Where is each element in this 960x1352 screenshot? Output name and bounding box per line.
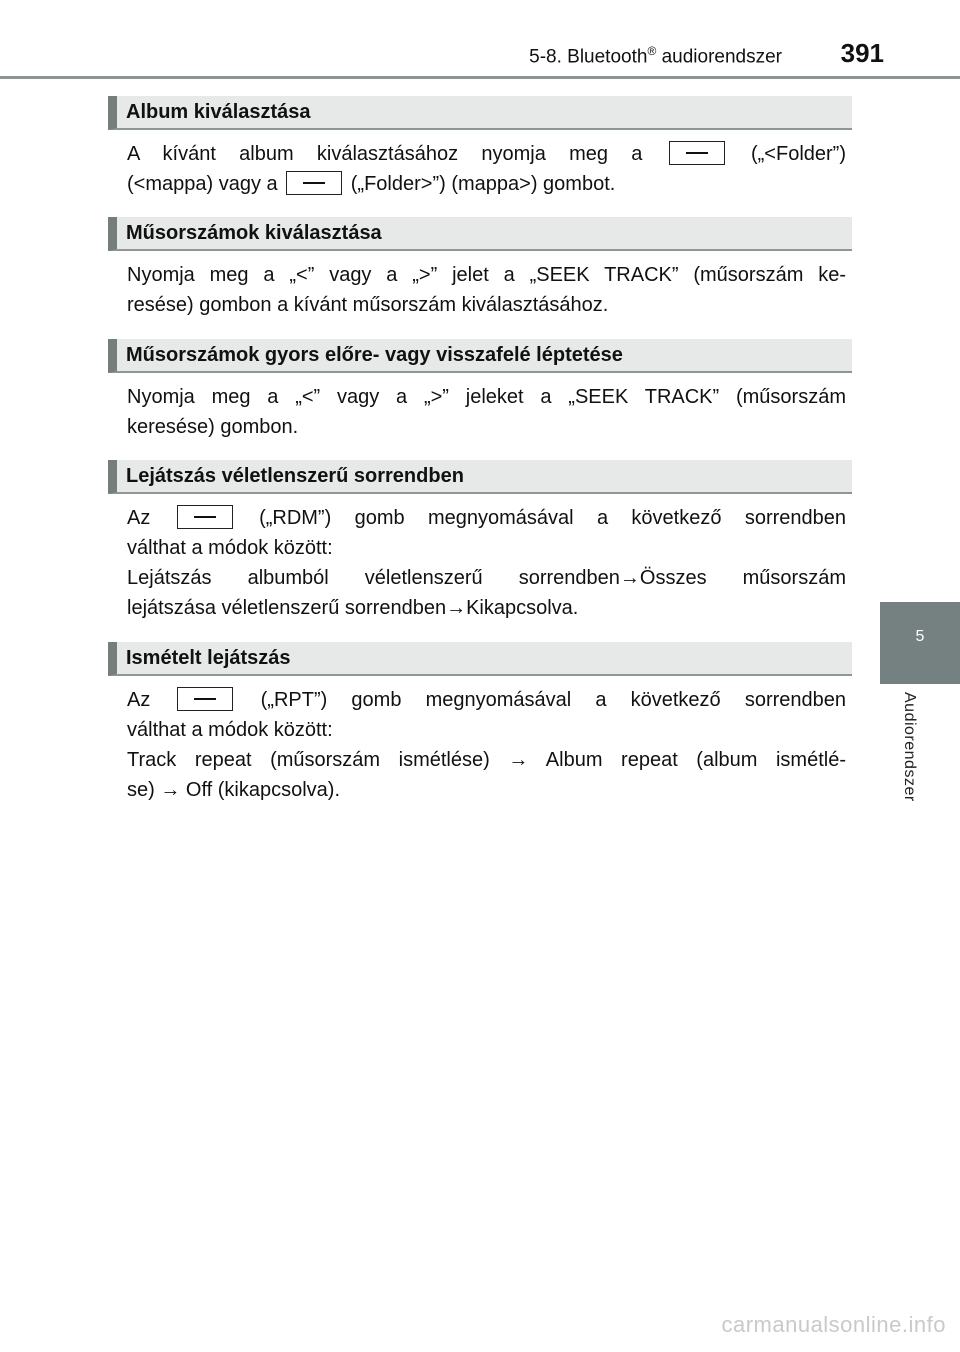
- page-number: 391: [840, 38, 884, 68]
- body-line: Nyomja meg a „<” vagy a „>” jelet a „SEEK TRACK” (műsorszám ke-: [127, 264, 846, 286]
- section-heading-repeat: Ismételt lejátszás: [108, 642, 852, 676]
- rpt-button-icon: [177, 687, 233, 711]
- body-line: lejátszása véletlenszerű sorrendben→Kikapcsolva.: [127, 597, 579, 619]
- header-divider: [0, 76, 960, 79]
- body-line: válthat a módok között:: [127, 719, 333, 741]
- folder-forward-button-icon: [286, 171, 342, 195]
- body-line: A kívánt album kiválasztásához nyomja meg a („<Folder”): [127, 139, 846, 169]
- chapter-tab: [880, 602, 960, 684]
- section-body-repeat: [127, 685, 846, 805]
- section-body-random: [127, 503, 846, 623]
- body-line: resése) gombon a kívánt műsorszám kiválasztásához.: [127, 294, 609, 316]
- section-body-fast-seek: [127, 382, 846, 442]
- chapter-label: Audiorendszer: [901, 692, 918, 802]
- folder-back-button-icon: [669, 141, 725, 165]
- body-line: Az („RDM”) gomb megnyomásával a következő sorrendben: [127, 503, 846, 533]
- section-heading-album: Album kiválasztása: [108, 96, 852, 130]
- body-line: Lejátszás albumból véletlenszerű sorrendben→Összes műsorszám: [127, 567, 846, 589]
- watermark: carmanualsonline.info: [721, 1312, 946, 1337]
- body-line: (<mappa) vagy a („Folder>”) (mappa>) gombot.: [127, 169, 846, 199]
- section-body-album: [127, 139, 846, 199]
- section-heading-track-select: Műsorszámok kiválasztása: [108, 217, 852, 251]
- rdm-button-icon: [177, 505, 233, 529]
- body-line: Nyomja meg a „<” vagy a „>” jeleket a „SEEK TRACK” (műsorszám: [127, 386, 846, 408]
- section-heading-fast-seek: Műsorszámok gyors előre- vagy visszafelé léptetése: [108, 339, 852, 373]
- body-line: Az („RPT”) gomb megnyomásával a következő sorrendben: [127, 685, 846, 715]
- section-title: 5-8. Bluetooth® audiorendszer: [529, 44, 782, 68]
- body-line: keresése) gombon.: [127, 416, 299, 438]
- body-line: Track repeat (műsorszám ismétlése) → Album repeat (album ismétlé-: [127, 749, 846, 771]
- section-heading-random: Lejátszás véletlenszerű sorrendben: [108, 460, 852, 494]
- body-line: se) → Off (kikapcsolva).: [127, 779, 341, 801]
- section-body-track-select: [127, 260, 846, 320]
- chapter-number: 5: [915, 628, 925, 645]
- body-line: válthat a módok között:: [127, 537, 333, 559]
